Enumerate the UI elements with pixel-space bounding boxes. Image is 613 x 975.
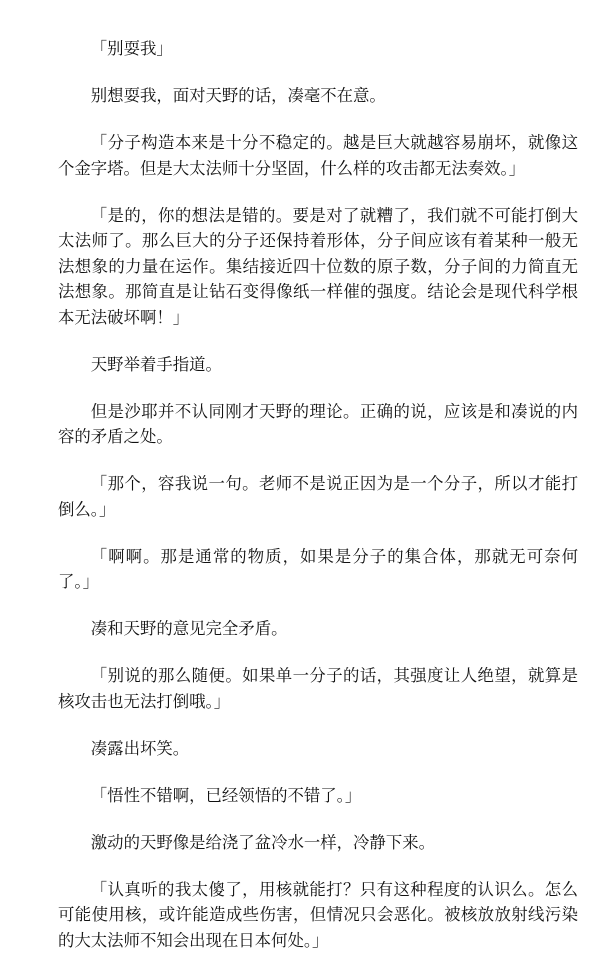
paragraph: 「啊啊。那是通常的物质，如果是分子的集合体，那就无可奈何了。」 bbox=[58, 546, 578, 591]
paragraph: 凑和天野的意见完全矛盾。 bbox=[90, 619, 288, 638]
document-page bbox=[58, 36, 578, 975]
paragraph: 「别说的那么随便。如果单一分子的话，其强度让人绝望，就算是核攻击也无法打倒哦。」 bbox=[58, 666, 578, 711]
paragraph: 「分子构造本来是十分不稳定的。越是巨大就越容易崩坏，就像这个金字塔。但是大太法师十分坚固，什么样的攻击都无法奏效。」 bbox=[58, 133, 578, 178]
paragraph: 凑露出坏笑。 bbox=[90, 738, 190, 758]
paragraph: 「是的，你的想法是错的。要是对了就糟了，我们就不可能打倒大太法师了。那么巨大的分子还保持着形体，分子间应该有着某种一般无法想象的力量在运作。集结接近四十位数的原子数，分子间的力简直无法想象。那简直是让钻石变得像纸一样催的强度。结论会是现代科学根本无法破坏啊！」 bbox=[58, 205, 578, 327]
paragraph: 「认真听的我太傻了，用核就能打？只有这种程度的认识么。怎么可能使用核，或许能造成些伤害，但情况只会恶化。被核放放射线污染的大太法师不知会出现在日本何处。」 bbox=[58, 879, 578, 950]
paragraph: 「那个，容我说一句。老师不是说正因为是一个分子，所以才能打倒么。」 bbox=[58, 474, 578, 519]
paragraph: 别想耍我，面对天野的话，凑毫不在意。 bbox=[90, 86, 386, 105]
paragraph: 但是沙耶并不认同刚才天野的理论。正确的说，应该是和凑说的内容的矛盾之处。 bbox=[58, 401, 578, 446]
paragraph: 天野举着手指道。 bbox=[90, 354, 222, 374]
paragraph: 激动的天野像是给浇了盆冷水一样，冷静下来。 bbox=[90, 832, 435, 852]
paragraph: 「悟性不错啊，已经领悟的不错了。」 bbox=[90, 785, 362, 805]
paragraph: 「别耍我」 bbox=[90, 39, 173, 58]
